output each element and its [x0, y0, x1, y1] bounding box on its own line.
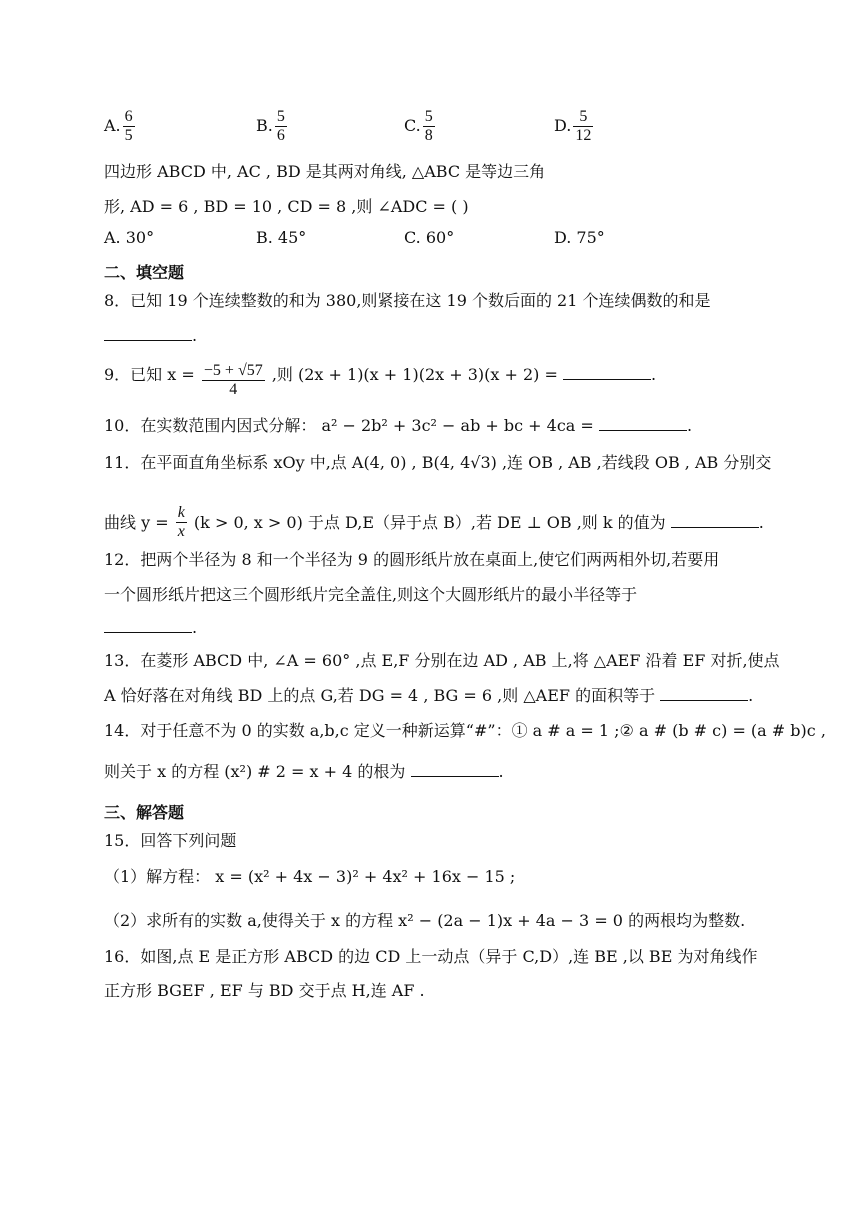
q12-line-2: 一个圆形纸片把这三个圆形纸片完全盖住,则这个大圆形纸片的最小半径等于	[104, 585, 638, 604]
q9-fraction: $\frac{-5 + √57}{4}$	[203, 362, 263, 398]
q14-line-1: 14．对于任意不为 0 的实数 a,b,c 定义一种新运算“#”：① a # a = 1 ;② a # (b # c) = (a # b)c ,	[104, 721, 826, 740]
q13-line-1: 13．在菱形 ABCD 中, ∠A = 60° ,点 E,F 分别在边 AD , AB 上,将 △AEF 沿着 EF 对折,使点	[104, 651, 780, 670]
answer-blank[interactable]	[411, 760, 499, 777]
q7-line-1: 四边形 ABCD 中, AC , BD 是其两对角线, △ABC 是等边三角	[104, 162, 546, 181]
q15-part-2: （2）求所有的实数 a,使得关于 x 的方程 x² − (2a − 1)x + 4a − 3 = 0 的两根均为整数.	[104, 911, 746, 930]
q6-option-b: B. $\frac{5}{6}$	[256, 108, 285, 144]
q13-line-2: A 恰好落在对角线 BD 上的点 G,若 DG = 4 , BG = 6 ,则 △AEF 的面积等于 .	[104, 686, 754, 705]
q7-option-b: B. 45°	[256, 228, 307, 247]
answer-blank[interactable]	[563, 363, 651, 380]
q9-line: 9．已知 x = $\frac{-5 + √57}{4}$ ,则 (2x + 1)(x + 1)(2x + 3)(x + 2) = .	[104, 362, 657, 398]
q6-option-a: A. $\frac{6}{5}$	[104, 108, 133, 144]
q16-line-1: 16．如图,点 E 是正方形 ABCD 的边 CD 上一动点（异于 C,D）,连 BE ,以 BE 为对角线作	[104, 947, 758, 966]
answer-blank[interactable]	[104, 616, 192, 633]
section-title-solutions: 三、解答题	[104, 803, 185, 822]
answer-blank[interactable]	[660, 684, 748, 701]
q12-line-1: 12．把两个半径为 8 和一个半径为 9 的圆形纸片放在桌面上,使它们两两相外切,若要用	[104, 550, 720, 569]
q8-line-1: 8．已知 19 个连续整数的和为 380,则紧接在这 19 个数后面的 21 个连续偶数的和是	[104, 291, 711, 310]
q7-option-d: D. 75°	[554, 228, 605, 247]
answer-blank[interactable]	[671, 511, 759, 528]
answer-blank[interactable]	[104, 324, 192, 341]
q6-option-c: C. $\frac{5}{8}$	[404, 108, 433, 144]
q7-line-2: 形, AD = 6 , BD = 10 , CD = 8 ,则 ∠ADC = ( )	[104, 197, 469, 216]
section-title-fill-in: 二、填空题	[104, 263, 185, 282]
q8-line-2: .	[104, 324, 760, 347]
q15-part-1: （1）解方程： x = (x² + 4x − 3)² + 4x² + 16x − 15 ;	[104, 867, 516, 886]
q16-line-2: 正方形 BGEF , EF 与 BD 交于点 H,连 AF .	[104, 981, 425, 1000]
q6-option-d: D. $\frac{5}{12}$	[554, 108, 592, 144]
q12-line-3: .	[104, 616, 760, 639]
q7-option-c: C. 60°	[404, 228, 455, 247]
q15-title: 15．回答下列问题	[104, 831, 237, 850]
q14-line-2: 则关于 x 的方程 (x²) # 2 = x + 4 的根为 .	[104, 762, 504, 781]
q11-fraction: $\frac{k}{x}$	[177, 504, 185, 540]
q11-line-2: 曲线 y = $\frac{k}{x}$ (k > 0, x > 0) 于点 D,E（异于点 B）,若 DE ⊥ OB ,则 k 的值为 .	[104, 504, 764, 540]
q10-line: 10．在实数范围内因式分解： a² − 2b² + 3c² − ab + bc + 4ca = .	[104, 416, 693, 435]
answer-blank[interactable]	[599, 414, 687, 431]
q11-line-1: 11．在平面直角坐标系 xOy 中,点 A(4, 0) , B(4, 4√3) ,连 OB , AB ,若线段 OB , AB 分别交	[104, 453, 772, 472]
q7-option-a: A. 30°	[104, 228, 155, 247]
